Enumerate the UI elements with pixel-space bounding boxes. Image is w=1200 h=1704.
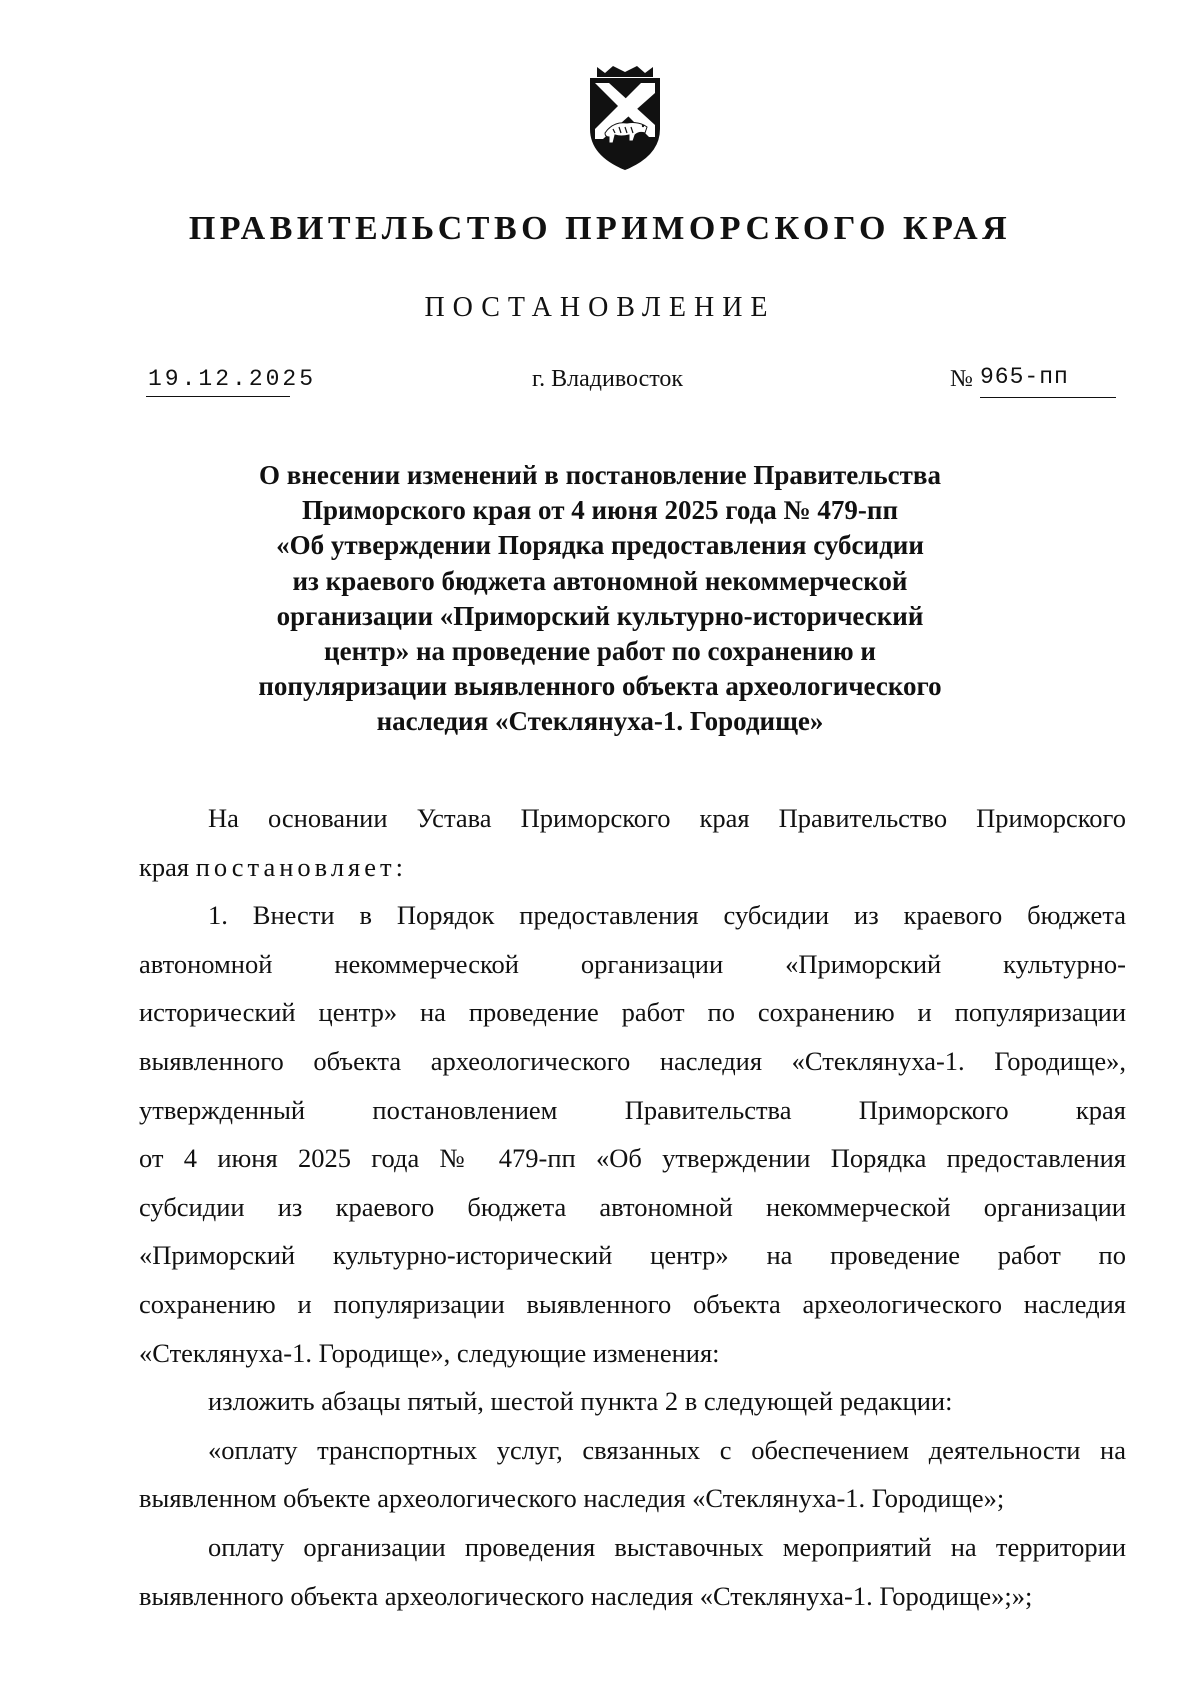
item1-line: выявленного объекта археологического наследия «Стеклянуха-1. Городище», [139,1045,1126,1076]
subject-line: О внесении изменений в постановление Правительства [259,460,941,490]
document-number: 965-пп [980,364,1069,390]
item1-line: сохранению и популяризации выявленного объекта археологического наследия [139,1288,1126,1319]
item1-line: «Приморский культурно-исторический центр» на проведение работ по [139,1240,1126,1271]
coat-of-arms-icon [583,63,667,175]
subject-line: популяризации выявленного объекта археологического [258,671,942,702]
intro-line-2 [139,843,1126,892]
subject-line: наследия «Стеклянуха-1. Городище» [376,706,824,737]
paragraph6-line: выявленного объекта археологического наследия «Стеклянуха-1. Городище»;»; [139,1580,1033,1611]
item1-line: утвержденный постановлением Правительства Приморского края [139,1094,1126,1125]
document-type: ПОСТАНОВЛЕНИЕ [424,292,776,323]
paragraph5-line: «оплату транспортных услуг, связанных с обеспечением деятельности на [208,1434,1126,1465]
government-title: ПРАВИТЕЛЬСТВО ПРИМОРСКОГО КРАЯ [188,210,1012,247]
item1-line: от 4 июня 2025 года № 479-пп «Об утверждении Порядка предоставления [139,1143,1126,1174]
item1-line: «Стеклянуха-1. Городище», следующие изменения: [139,1337,720,1368]
subject-line: из краевого бюджета автономной некоммерческой [292,565,908,596]
item1-line: субсидии из краевого бюджета автономной некоммерческой организации [139,1191,1126,1222]
document-city: г. Владивосток [532,366,684,392]
number-underline [980,397,1116,398]
intro-word: края [139,851,190,882]
date-underline [146,396,290,397]
item1-line: исторический центр» на проведение работ по сохранению и популяризации [139,997,1126,1028]
document-subject [200,458,1000,740]
change-intro: изложить абзацы пятый, шестой пункта 2 в следующей редакции: [208,1386,953,1417]
subject-line: организации «Приморский культурно-исторический [276,600,924,631]
item1-line: 1. Внести в Порядок предоставления субсидии из краевого бюджета [208,900,1126,931]
subject-line: центр» на проведение работ по сохранению и [324,636,876,667]
paragraph5-line: выявленном объекте археологического наследия «Стеклянуха-1. Городище»; [139,1483,1005,1514]
subject-line: «Об утверждении Порядка предоставления субсидии [276,530,924,561]
document-date: 19.12.2025 [148,366,317,392]
decree-verb: постановляет: [195,851,407,882]
number-sign: № [950,366,973,392]
intro-line: На основании Устава Приморского края Правительство Приморского [208,803,1126,833]
paragraph6-line: оплату организации проведения выставочных мероприятий на территории [208,1531,1126,1562]
subject-line: Приморского края от 4 июня 2025 года № 479-пп [301,495,899,526]
item1-line: автономной некоммерческой организации «Приморский культурно- [139,948,1126,979]
document-body [139,794,1126,1620]
